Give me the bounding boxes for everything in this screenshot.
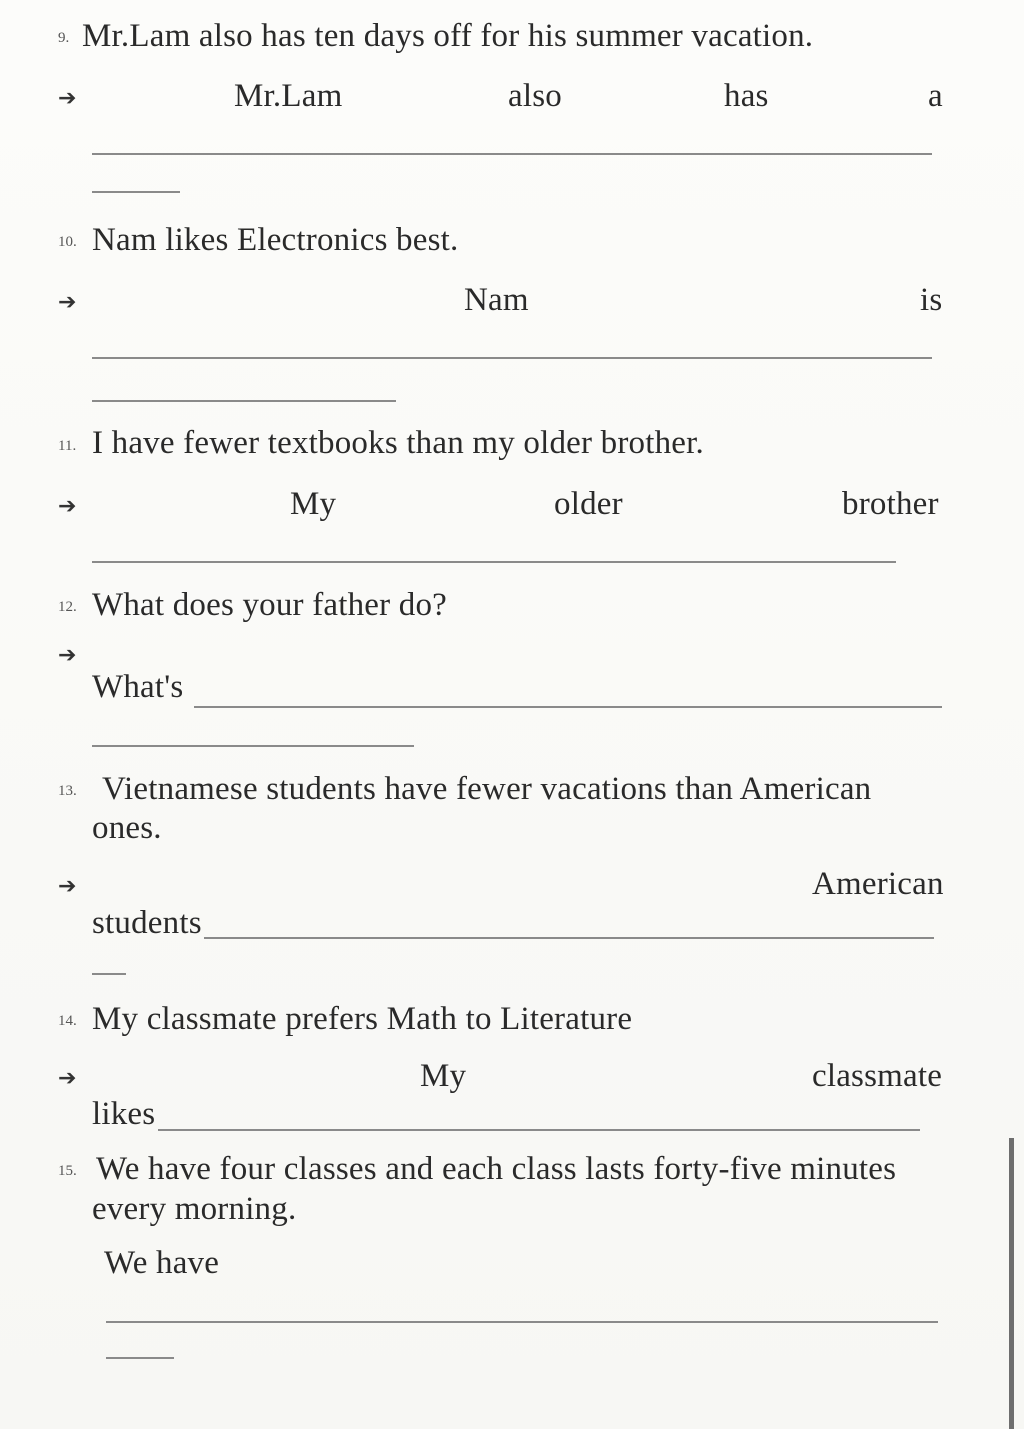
question-14-number: 14. [58,1013,77,1029]
question-11-number: 11. [58,438,77,454]
question-14-prompt: My classmate prefers Math to Literature [92,1001,633,1037]
question-10-answer-line [92,357,932,359]
question-10-prompt: Nam likes Electronics best. [92,222,459,258]
question-11-answer-word: brother [842,486,939,522]
question-12-prompt: What does your father do? [92,587,448,623]
arrow-icon: ➔ [58,642,77,667]
arrow-icon: ➔ [58,289,77,314]
question-13-answer-line [92,973,126,975]
question-15-prompt: every morning. [92,1191,297,1227]
question-12-number: 12. [58,599,77,615]
question-9-answer-line [92,153,932,155]
question-11-answer-word: older [554,486,623,522]
question-11-prompt: I have fewer textbooks than my older brother. [92,425,704,461]
question-12-answer-word: What's [92,669,184,705]
question-9-answer-line [92,191,180,193]
arrow-icon: ➔ [58,873,77,898]
question-15-answer-line [106,1321,938,1323]
question-10-answer-word: is [920,282,943,318]
question-9-prompt: Mr.Lam also has ten days off for his summer vacation. [82,18,814,54]
question-14-answer-word: My [420,1058,467,1094]
question-9-answer-word: Mr.Lam [234,78,343,114]
page-edge-bar [1009,1138,1014,1429]
question-15-prompt: We have four classes and each class lasts forty-five minutes [96,1151,897,1187]
question-13-number: 13. [58,783,77,799]
question-12-answer-line [92,745,414,747]
question-13-answer-line [204,937,934,939]
question-13-prompt: Vietnamese students have fewer vacations than American [102,771,872,807]
arrow-icon: ➔ [58,1065,77,1090]
question-13-answer-word: American [812,866,944,902]
question-13-prompt: ones. [92,810,162,846]
question-13-answer-word: students [92,905,202,941]
question-9-number: 9. [58,30,70,46]
question-9-answer-word: a [928,78,943,114]
question-9-answer-word: also [508,78,562,114]
arrow-icon: ➔ [58,85,77,110]
question-14-answer-line [158,1129,920,1131]
question-10-answer-word: Nam [464,282,529,318]
question-14-answer-word: likes [92,1096,156,1132]
question-10-answer-line [92,400,396,402]
question-15-answer-word: We have [104,1245,220,1281]
question-14-answer-word: classmate [812,1058,943,1094]
arrow-icon: ➔ [58,493,77,518]
question-15-answer-line [106,1357,174,1359]
question-15-number: 15. [58,1163,77,1179]
question-12-answer-line [194,706,942,708]
question-11-answer-word: My [290,486,337,522]
question-11-answer-line [92,561,896,563]
question-10-number: 10. [58,234,77,250]
question-9-answer-word: has [724,78,769,114]
